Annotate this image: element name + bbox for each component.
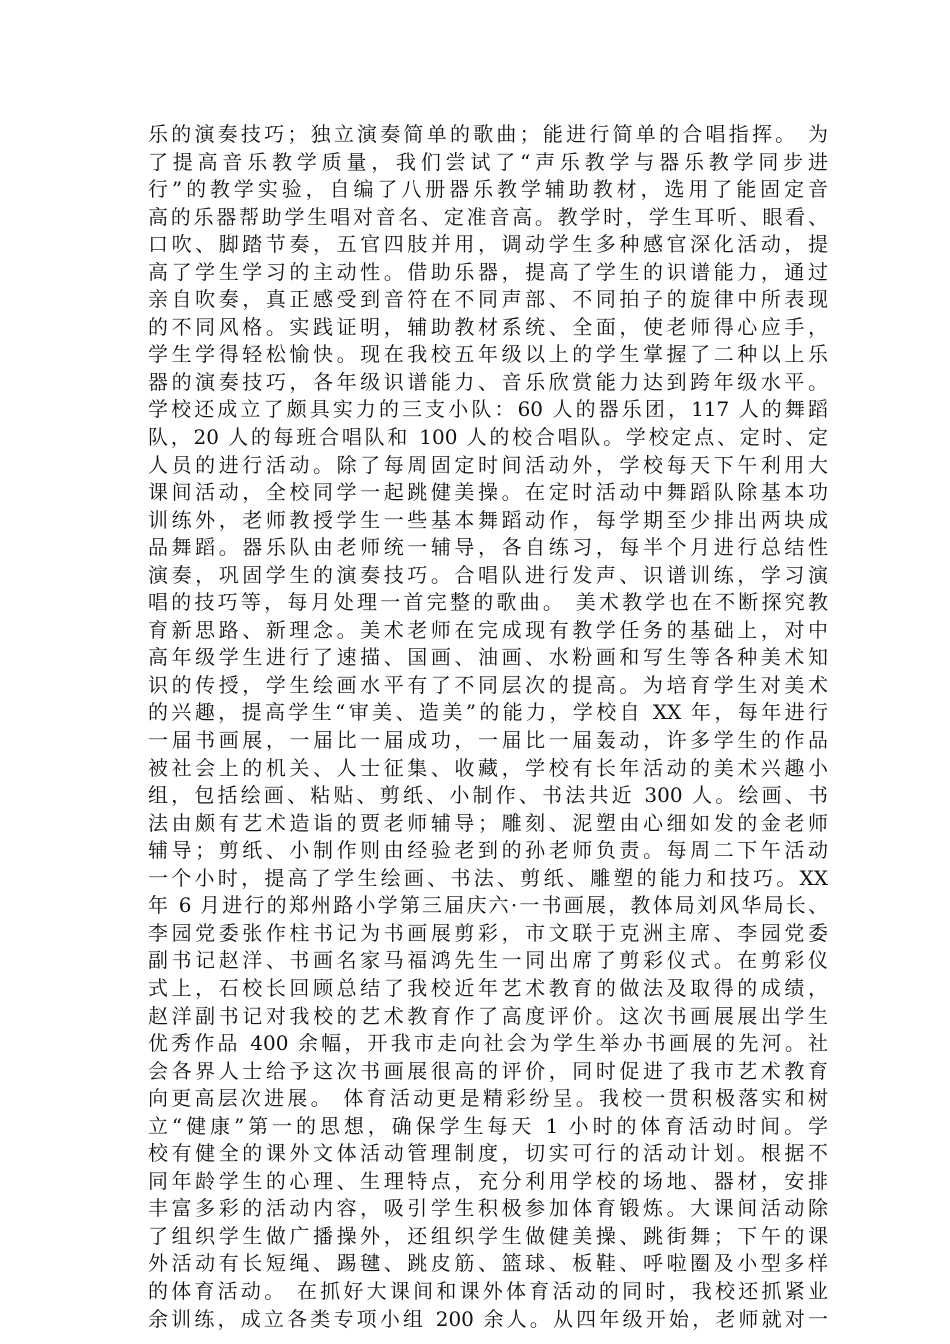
text-line: 唱的技巧等，每月处理一首完整的歌曲。 美术教学也在不断探究教 [148,590,828,615]
text-line: 一个小时，提高了学生绘画、书法、剪纸、雕塑的能力和技巧。XX [148,865,828,890]
text-line: 高的乐器帮助学生唱对音名、定准音高。教学时，学生耳听、眼看、 [148,204,828,229]
text-line: 高了学生学习的主动性。借助乐器，提高了学生的识谱能力，通过 [148,259,828,284]
text-line: 了组织学生做广播操外，还组织学生做健美操、跳街舞；下午的课 [148,1223,828,1248]
text-line: 的体育活动。 在抓好大课间和课外体育活动的同时，我校还抓紧业 [148,1278,828,1303]
text-line: 外活动有长短绳、踢毽、跳皮筋、篮球、板鞋、呼啦圈及小型多样 [148,1251,828,1276]
text-line: 组，包括绘画、粘贴、剪纸、小制作、书法共近 300 人。绘画、书 [148,783,828,808]
text-line: 课间活动，全校同学一起跳健美操。在定时活动中舞蹈队除基本功 [148,480,828,505]
text-line: 李园党委张作柱书记为书画展剪彩，市文联于克洲主席、李园党委 [148,920,828,945]
text-line: 育新思路、新理念。美术老师在完成现有教学任务的基础上，对中 [148,617,828,642]
text-line: 立“健康”第一的思想，确保学生每天 1 小时的体育活动时间。学 [148,1113,828,1138]
text-line: 乐的演奏技巧；独立演奏简单的歌曲；能进行简单的合唱指挥。 为 [148,122,828,146]
text-line: 年 6 月进行的郑州路小学第三届庆六·一书画展，教体局刘风华局长、 [148,893,828,918]
text-line: 的不同风格。实践证明，辅助教材系统、全面，使老师得心应手， [148,314,828,339]
text-line: 学校还成立了颇具实力的三支小队：60 人的器乐团，117 人的舞蹈 [148,397,828,422]
text-line: 识的传授，学生绘画水平有了不同层次的提高。为培育学生对美术 [148,672,828,697]
text-line: 器的演奏技巧，各年级识谱能力、音乐欣赏能力达到跨年级水平。 [148,369,828,394]
text-line: 校有健全的课外文体活动管理制度，切实可行的活动计划。根据不 [148,1141,828,1166]
text-line: 学生学得轻松愉快。现在我校五年级以上的学生掌握了二种以上乐 [148,342,828,367]
text-line: 余训练，成立各类专项小组 200 余人。从四年级开始，老师就对一 [148,1306,828,1331]
text-line: 亲自吹奏，真正感受到音符在不同声部、不同拍子的旋律中所表现 [148,287,828,312]
text-line: 向更高层次进展。 体育活动更是精彩纷呈。我校一贯积极落实和树 [148,1086,828,1111]
text-line: 会各界人士给予这次书画展很高的评价，同时促进了我市艺术教育 [148,1058,828,1083]
text-line: 赵洋副书记对我校的艺术教育作了高度评价。这次书画展展出学生 [148,1003,828,1028]
text-line: 训练外，老师教授学生一些基本舞蹈动作，每学期至少排出两块成 [148,507,828,532]
text-line: 品舞蹈。器乐队由老师统一辅导，各自练习，每半个月进行总结性 [148,535,828,560]
text-line: 了提高音乐教学质量，我们尝试了“声乐教学与器乐教学同步进 [148,149,828,174]
text-line: 式上，石校长回顾总结了我校近年艺术教育的做法及取得的成绩， [148,975,828,1000]
text-line: 法由颇有艺术造诣的贾老师辅导；雕刻、泥塑由心细如发的金老师 [148,810,828,835]
text-line: 人员的进行活动。除了每周固定时间活动外，学校每天下午利用大 [148,452,828,477]
text-line: 口吹、脚踏节奏，五官四肢并用，调动学生多种感官深化活动，提 [148,232,828,257]
text-line: 同年龄学生的心理、生理特点，充分利用学校的场地、器材，安排 [148,1168,828,1193]
text-line: 一届书画展，一届比一届成功，一届比一届轰动，许多学生的作品 [148,728,828,753]
text-line: 被社会上的机关、人士征集、收藏，学校有长年活动的美术兴趣小 [148,755,828,780]
text-line: 丰富多彩的活动内容，吸引学生积极参加体育锻炼。大课间活动除 [148,1196,828,1221]
text-line: 优秀作品 400 余幅，开我市走向社会为学生举办书画展的先河。社 [148,1031,828,1056]
text-line: 高年级学生进行了速描、国画、油画、水粉画和写生等各种美术知 [148,645,828,670]
body-text [148,121,828,1333]
text-line: 辅导；剪纸、小制作则由经验老到的孙老师负责。每周二下午活动 [148,838,828,863]
text-line: 副书记赵洋、书画名家马福鸿先生一同出席了剪彩仪式。在剪彩仪 [148,948,828,973]
text-line: 的兴趣，提高学生“审美、造美”的能力，学校自 XX 年，每年进行 [148,700,828,725]
text-line: 队，20 人的每班合唱队和 100 人的校合唱队。学校定点、定时、定 [148,425,828,450]
text-line: 演奏，巩固学生的演奏技巧。合唱队进行发声、识谱训练，学习演 [148,562,828,587]
text-line: 行”的教学实验，自编了八册器乐教学辅助教材，选用了能固定音 [148,177,828,202]
